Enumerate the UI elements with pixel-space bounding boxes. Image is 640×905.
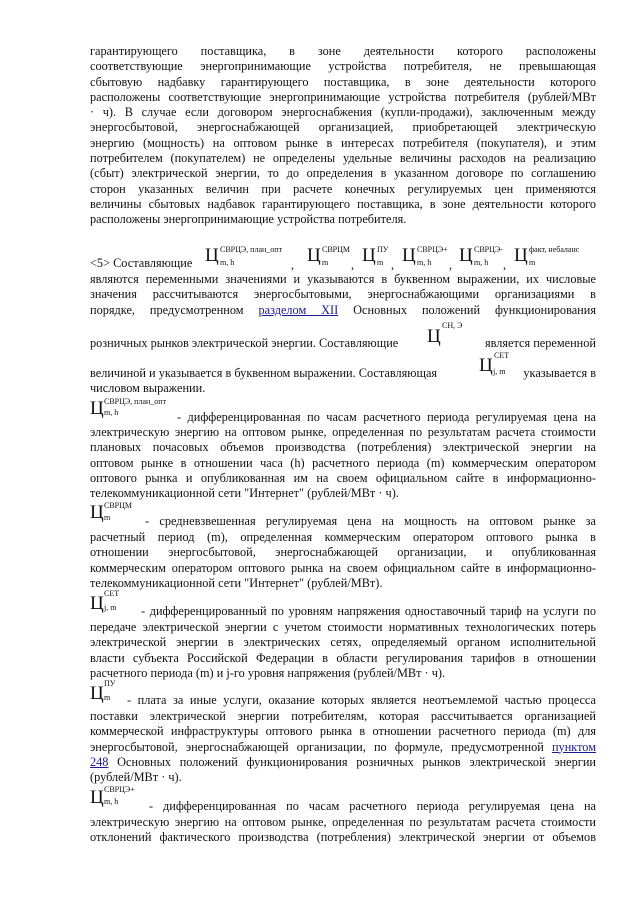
symbol-subscript: m, h (220, 258, 235, 267)
text-line: телекоммуникационной сети "Интернет" (рублей/МВт). (90, 575, 383, 590)
text-line: расположены соответствующие энергопринимающие устройства потребителя (рублей/МВт (90, 89, 596, 104)
symbol-c-set: Ц (479, 355, 493, 376)
symbol-subscript: j, m (493, 367, 506, 376)
text-line: значения рассчитываются энергосбытовыми, энергоснабжающими организациями в (90, 287, 596, 302)
symbol-superscript: СВРЦМ (104, 501, 133, 510)
text-line: соответствующие энергопринимающие устройства потребителя, не превышающая (90, 59, 596, 74)
symbol-c: Ц (90, 502, 104, 523)
symbol-superscript: СЕТ (104, 589, 120, 598)
text-line: потребителем (покупателем) не определены удельные величины расходов на реализацию (90, 151, 596, 166)
text-line: электрической энергии в электрических сетях, определяемый органом исполнительной (90, 635, 596, 650)
symbol-c-svrce-plus: Ц (402, 245, 416, 266)
symbol-subscript: m (104, 513, 111, 522)
text-line: - дифференцированная по часам расчетного периода регулируемая цена на (149, 799, 596, 813)
text-line: (рублей/МВт · ч). (90, 770, 182, 785)
text-line: числовом выражении. (90, 381, 206, 395)
text-line: расположены энергопринимающие устройства потребителя. (90, 212, 407, 227)
paragraph-guarantee-supplier (90, 44, 596, 228)
text-line: порядке, предусмотренном разделом XII Основных положений функционирования (90, 302, 596, 317)
symbol-c-svrcm: Ц (307, 245, 321, 266)
text-fragment: величиной и указывается в буквенном выражении. Составляющая (90, 366, 438, 380)
symbol-subscript: m (377, 258, 384, 267)
text-line: - дифференцированная по часам расчетного периода регулируемая цена на (177, 410, 596, 424)
symbol-c-pu: Ц (362, 245, 376, 266)
text-line: электрическую энергию на оптовом рынке, определенная по результатам расчета стоимости (90, 425, 596, 439)
def3-body (90, 620, 596, 681)
symbol-subscript: m (104, 693, 111, 702)
symbol-superscript: СВРЦЭ, план_опт (104, 397, 167, 406)
symbol-c: Ц (90, 593, 104, 614)
symbol-superscript: СВРЦЭ, план_опт (220, 245, 283, 254)
text-line: сторон указанных величин при расчете конечных регулируемых цен применяются (90, 181, 596, 196)
text-line: поставки электрической энергии потребителям, которая рассчитывается организацией (90, 709, 596, 723)
note5-symbols-row (90, 244, 596, 270)
symbol-c-svrce-minus: Ц (459, 245, 473, 266)
text-line: коммерческой инфраструктуры оптового рынка в отношении расчетного периода (m) для (90, 724, 596, 739)
text-line: электрическую энергию на оптовом рынке, определенная по результатам расчета стоимости (90, 815, 596, 829)
note5-tail (90, 381, 596, 396)
text-line: - дифференцированный по уровням напряжения одноставочный тариф на услуги по (141, 604, 596, 618)
note5-prefix: <5> Составляющие (90, 256, 193, 270)
text-line: величины сбытовых надбавок гарантирующего поставщика, в зоне деятельности которого (90, 196, 596, 211)
def5-first-line (149, 799, 596, 814)
symbol-superscript: ПУ (104, 679, 116, 688)
symbol-c: Ц (90, 683, 104, 704)
text-line: - средневзвешенная регулируемая цена на мощность на оптовом рынке за (145, 514, 596, 528)
symbol-superscript: СВРЦЭ- (474, 245, 503, 254)
symbol-superscript: СВРЦЭ+ (417, 245, 448, 254)
text-fragment: розничных рынков электрической энергии. Составляющие (90, 336, 399, 350)
text-line: энергосбытовой, энергоснабжающей организацией, приобретающей электрическую (90, 120, 596, 135)
text-line: отношении энергосбытовой, энергоснабжающей организации, и опубликованная (90, 545, 596, 560)
text-line: телекоммуникационной сети "Интернет" (рублей/МВт · ч). (90, 486, 399, 501)
link-248[interactable]: 248 (90, 754, 109, 769)
symbol-subscript: m (322, 258, 329, 267)
comma: , (291, 258, 295, 272)
text-line: коммерческим оператором оптового рынка на своем официальном сайте в информационно- (90, 560, 596, 575)
note5-body (90, 272, 596, 318)
symbol-subscript: m, h (417, 258, 432, 267)
def5-body (90, 815, 596, 846)
def2-symbol (90, 501, 150, 525)
def4-body (90, 709, 596, 785)
def1-symbol (90, 397, 190, 421)
def4-first-line (127, 693, 596, 708)
def1-body (90, 425, 596, 501)
text-line: являются переменными значениями и указываются в буквенном выражении, их числовые (90, 272, 596, 286)
text-line: - плата за иные услуги, оказание которых является неотъемлемой частью процесса (127, 693, 596, 707)
text-line: (сбыт) электрической энергии, то до определения в указанном договоре по соглашению (90, 166, 596, 181)
symbol-superscript: ПУ (377, 245, 389, 254)
comma: , (391, 258, 395, 272)
symbol-subscript: m, h (104, 408, 119, 417)
text-line: расчетного периода (m) и j-го уровня напряжения (рублей/МВт · ч). (90, 665, 446, 680)
symbol-subscript: m (529, 258, 536, 267)
symbol-c: Ц (90, 787, 104, 808)
symbol-superscript: СВРЦЭ+ (104, 785, 135, 794)
symbol-c: Ц (90, 398, 104, 419)
def2-first-line (145, 514, 596, 529)
symbol-superscript: СН, Э (442, 321, 463, 330)
text-line: власти субъекта Российской Федерации в области регулирования тарифов в отношении (90, 650, 596, 665)
text-line: энергосбытовой, энергоснабжающей организации, по формуле, предусмотренной пунктом (90, 739, 596, 754)
text-line: расчетный период (m), определенная коммерческим оператором оптового рынка в (90, 530, 596, 544)
symbol-superscript: СВРЦМ (322, 245, 351, 254)
comma: , (351, 258, 355, 272)
text-line: · ч). В случае если договором энергоснабжения (купли-продажи), заключенным между (90, 105, 596, 120)
symbol-subscript: m, h (474, 258, 489, 267)
symbol-c-svrce-plan: Ц (205, 245, 219, 266)
symbol-superscript: факт, небаланс (529, 245, 580, 254)
text-line: энергию (мощность) на оптовом рынке в интересах потребителя (покупателя), и этим (90, 135, 596, 150)
link-punkt[interactable]: пунктом (551, 739, 596, 754)
comma: , (449, 258, 453, 272)
symbol-c-sn-e: Ц (427, 326, 441, 347)
symbol-c-fakt-nebalans: Ц (514, 245, 528, 266)
symbol-superscript: СЕТ (494, 351, 510, 360)
link-section-xii[interactable]: разделом XII (258, 302, 339, 317)
def3-first-line (141, 604, 596, 619)
symbol-subscript: j, m (104, 603, 117, 612)
text-line: оптовом рынке в отношении часа (h) расчетного периода (m) коммерческим оператором (90, 455, 596, 470)
note5-line-set (90, 352, 596, 382)
text-line: отклонений фактического производства (потребления) электрической энергии от объемов (90, 830, 596, 845)
text-line: гарантирующего поставщика, в зоне деятельности которого расположены (90, 44, 596, 58)
symbol-subscript: m, h (104, 797, 119, 806)
text-fragment: указывается в (523, 366, 596, 380)
text-line: сбытовую надбавку гарантирующего поставщика, в зоне деятельности которого (90, 74, 596, 89)
text-line: плановых почасовых объемов производства (потребления) электрической энергии на (90, 440, 596, 455)
text-line: передаче электрической энергии с учетом стоимости нормативных технологических потерь (90, 620, 596, 634)
comma: , (503, 258, 507, 272)
text-line: 248 Основных положений функционирования розничных рынков электрической энергии (90, 754, 596, 769)
note5-line-sn (90, 322, 596, 352)
text-fragment: является переменной (484, 336, 596, 350)
text-line: оптового рынка и опубликованная им на своем официальном сайте в информационно- (90, 470, 596, 485)
def2-body (90, 530, 596, 591)
def1-first-line (177, 410, 596, 425)
